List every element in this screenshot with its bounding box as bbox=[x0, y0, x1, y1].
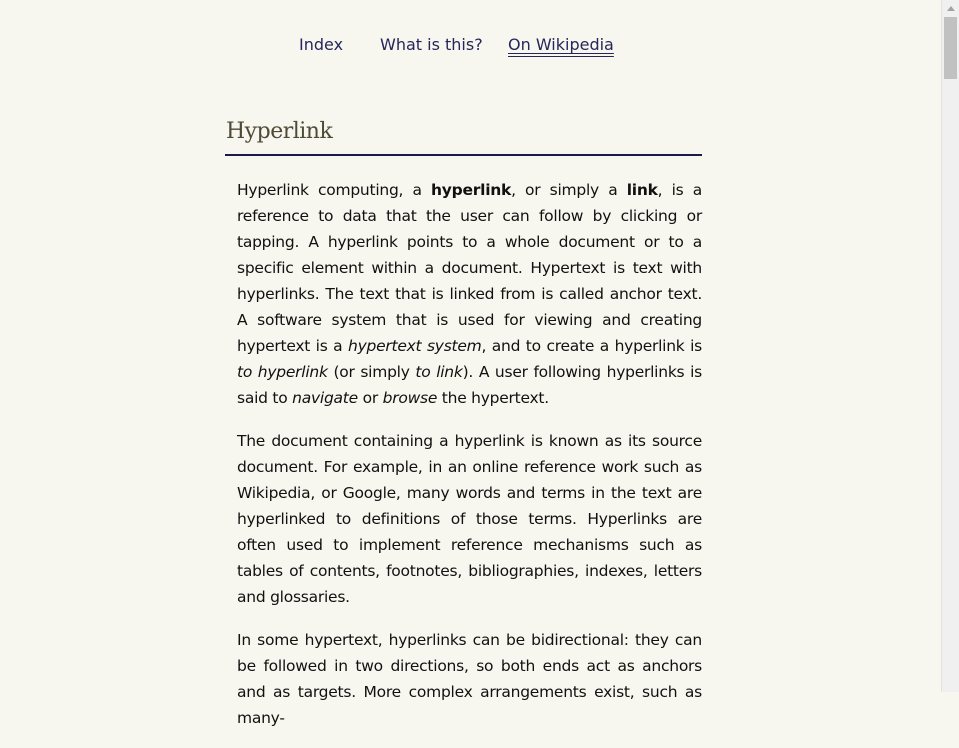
article-title: Hyperlink bbox=[225, 116, 702, 156]
paragraph-1 bbox=[237, 177, 702, 411]
p1-italic-browse: browse bbox=[382, 389, 438, 407]
vertical-scrollbar[interactable] bbox=[941, 0, 959, 692]
nav-link-what-is-this[interactable]: What is this? bbox=[380, 35, 483, 54]
article bbox=[225, 116, 702, 748]
p1-text-2: , or simply a bbox=[511, 181, 627, 199]
p1-text-3: , is a reference to data that the user can follow by clicking or tapping. A hyperlink points to a whole document or to a specific element within a document. Hypertext is text with hyperlinks. The text that is linked from is called anchor text. A software system that is used for viewing and creating hypertext is a bbox=[237, 181, 702, 355]
p1-bold-hyperlink: hyperlink bbox=[431, 181, 512, 199]
p1-italic-to-hyperlink: to hyperlink bbox=[237, 363, 328, 381]
p1-bold-link: link bbox=[626, 181, 658, 199]
p1-text-1: Hyperlink computing, a bbox=[237, 181, 431, 199]
p1-text-7: or bbox=[357, 389, 383, 407]
paragraph-2: The document containing a hyperlink is known as its source document. For example, in an online reference work such as Wikipedia, or Google, many words and terms in the text are hyperlinked to definitions of those terms. Hyperlinks are often used to implement reference mechanisms such as tables of contents, footnotes, bibliographies, indexes, letters and glossaries. bbox=[237, 432, 702, 606]
paragraph-3: In some hypertext, hyperlinks can be bidirectional: they can be followed in two directions, so both ends act as anchors and as targets. More complex arrangements exist, such as many- bbox=[237, 631, 702, 727]
scrollbar-thumb[interactable] bbox=[944, 17, 957, 79]
article-body bbox=[225, 177, 702, 731]
p1-text-6: ). A user following hyperlinks is said to bbox=[237, 363, 702, 407]
nav-link-on-wikipedia[interactable]: On Wikipedia bbox=[508, 35, 614, 54]
p1-text-5: (or simply bbox=[327, 363, 416, 381]
p1-italic-navigate: navigate bbox=[292, 389, 358, 407]
nav-link-index[interactable]: Index bbox=[299, 35, 344, 54]
top-navigation bbox=[0, 33, 941, 57]
p1-text-4: , and to create a hyperlink is bbox=[481, 337, 702, 355]
p1-text-8: the hypertext. bbox=[437, 389, 549, 407]
scroll-up-arrow-icon[interactable] bbox=[942, 0, 959, 17]
p1-italic-to-link: to link bbox=[415, 363, 463, 381]
p1-italic-hypertext-system: hypertext system bbox=[348, 337, 482, 355]
